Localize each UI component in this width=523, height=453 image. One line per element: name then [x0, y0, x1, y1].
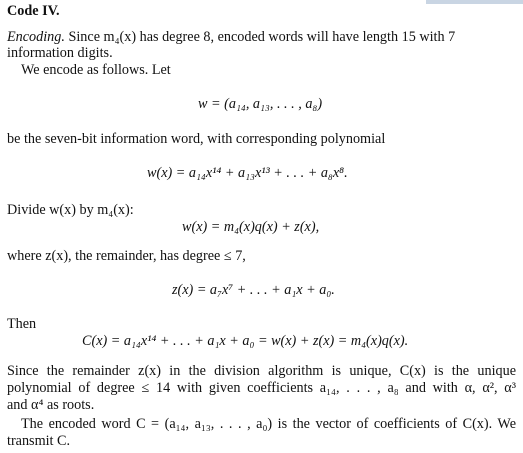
top-edge-bar: [426, 0, 523, 4]
paragraph-unique-line2: polynomial of degree ≤ 14 with given coefficients a₁₄, . . . , a₈ and with α, α², α³: [7, 380, 516, 396]
equation-codeword-polynomial: C(x) = a₁₄x¹⁴ + . . . + a₁x + a₀ = w(x) + z(x) = m₄(x)q(x).: [82, 333, 409, 349]
paragraph-remainder: where z(x), the remainder, has degree ≤ 7,: [7, 248, 246, 264]
paragraph-then: Then: [7, 316, 37, 332]
equation-division: w(x) = m₄(x)q(x) + z(x),: [182, 219, 320, 235]
paragraph-encoding-text: Since m₄(x) has degree 8, encoded words will have length 15 with 7: [64, 29, 456, 45]
paragraph-unique-line1: Since the remainder z(x) in the division algorithm is unique, C(x) is the unique: [7, 363, 516, 379]
equation-polynomial-w: w(x) = a₁₄x¹⁴ + a₁₃x¹³ + . . . + a₈x⁸.: [147, 165, 348, 181]
paragraph-unique-line3: and α⁴ as roots.: [7, 397, 95, 413]
paragraph-encoding-line1: [7, 29, 455, 46]
paragraph-encoding-line2: information digits.: [7, 45, 113, 61]
section-heading: Code IV.: [7, 3, 60, 19]
paragraph-encode-intro: We encode as follows. Let: [21, 62, 171, 78]
equation-remainder-z: z(x) = a₇x⁷ + . . . + a₁x + a₀.: [172, 282, 335, 298]
paragraph-encoded-word-line2: transmit C.: [7, 433, 71, 449]
paragraph-divide: Divide w(x) by m₄(x):: [7, 202, 134, 218]
equation-information-word: w = (a₁₄, a₁₃, . . . , a₈): [198, 96, 323, 112]
paragraph-encoded-word-line1: The encoded word C = (a₁₄, a₁₃, . . . , a₀) is the vector of coefficients of C(x). We: [21, 416, 516, 432]
encoding-label: Encoding.: [7, 29, 65, 45]
paragraph-seven-bit: be the seven-bit information word, with corresponding polynomial: [7, 131, 386, 147]
